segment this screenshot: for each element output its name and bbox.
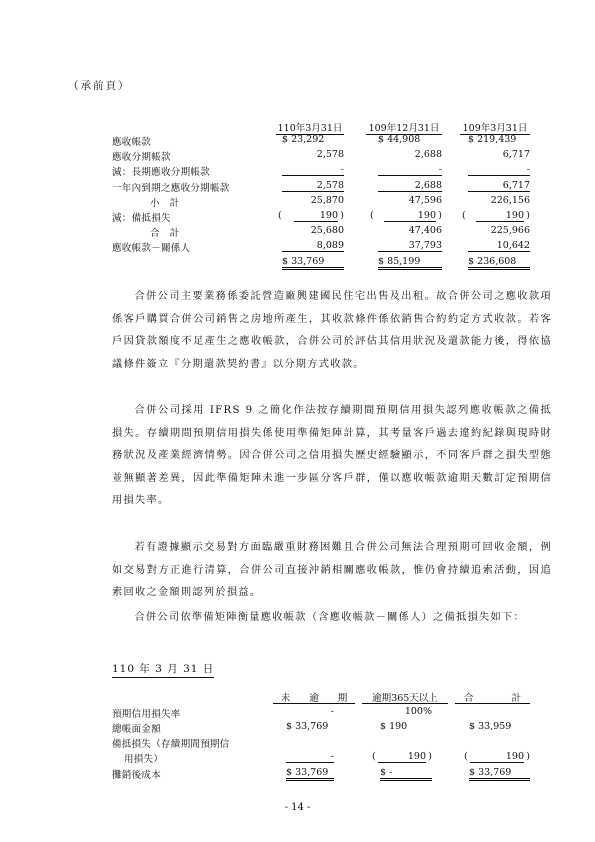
table1-cell: - [378,164,442,176]
table1-cell: 8,089 [282,240,344,252]
table1-cell-neg: ( 190 ) [278,210,344,221]
table2-row-label: 備抵損失（存續期間預期信 [112,739,230,750]
table1-cell: 25,680 [310,225,344,236]
table1-cell: 47,596 [408,195,442,206]
continued-label: （承前頁） [68,80,131,92]
table1-cell: 226,156 [490,195,530,206]
paragraph-writeoff: 若有證據顯示交易對方面臨嚴重財務困難且合併公司無法合理預期可回收金額，例如交易對方正進行清算，合併公司直接沖銷相關應收帳款，惟仍會持續追索活動，因追索回收之金額則認列於損益。 [112,542,552,598]
table2-cell: $ 33,959 [469,721,512,732]
table2-cell: - [330,706,334,717]
table2-total-cell: $ - [380,767,432,781]
table1-cell: - [282,164,344,176]
paragraph-matrix-intro: 合併公司依準備矩陣衡量應收帳款（含應收帳款－關係人）之備抵損失如下： [134,612,526,623]
table1-cell: 2,578 [316,149,344,160]
table2-header-not-overdue: 未 逾 期 [273,690,355,704]
table1-cell: 10,642 [468,240,530,252]
table1-cell: $ 44,908 [378,134,421,145]
paragraph-business: 合併公司主要業務係委託營造廠興建國民住宅出售及出租。故合併公司之應收款項係客戶購買合併公司銷售之房地所產生，其收款條件係依銷售合約約定方式收款。若客戶因貸款額度不足產生之應收帳款，合併公司於評估其信用狀況及還款能力後，得依協議條件簽立『分期還款契約書』以分期方式收款。 [112,291,552,370]
table2-header-overdue-365: 逾期365天以上 [362,690,448,704]
table2-cell: 100% [404,706,432,717]
table1-row-label: 應收分期帳款 [112,152,171,163]
table1-header-109-12-31: 109年12月31日 [366,120,442,135]
table2-total-cell: $ 33,769 [286,767,334,781]
table1-cell-neg: ( 190 ) [462,210,530,221]
table1-cell: 225,966 [490,225,530,236]
table2-row-label: 預期信用損失率 [112,709,181,720]
table1-row-label: 減：備抵損失 [112,213,171,224]
table1-cell: 37,793 [378,240,442,252]
table1-total-cell: $ 85,199 [378,256,442,270]
table1-row-label: 減：長期應收分期帳款 [112,167,211,178]
table1-cell: 2,578 [282,180,344,192]
table2-row-label: 總帳面金額 [112,724,162,735]
date-subheading: 110 年 3 月 31 日 [112,661,214,678]
table1-cell: $ 219,439 [468,134,517,145]
table1-cell-neg: ( 190 ) [370,210,442,221]
table1-cell: 25,870 [310,195,344,206]
table1-header-110-03-31: 110年3月31日 [276,120,344,135]
page-number: - 14 - [284,802,311,813]
table2-row-label: 用損失） [124,754,164,765]
table1-cell: $ 23,292 [282,134,325,145]
table1-row-label: 應收帳款 [112,137,152,148]
table2-cell-neg: ( 190 ) [464,751,530,762]
table1-row-label: 一年內到期之應收分期帳款 [112,183,230,194]
table1-total-cell: $ 236,608 [468,256,530,270]
table1-cell: - [468,164,530,176]
table2-row-label: 攤銷後成本 [112,770,162,781]
table1-cell: 47,406 [408,225,442,236]
table1-cell: 2,688 [378,180,442,192]
table1-header-109-03-31: 109年3月31日 [460,120,530,135]
table1-cell: 6,717 [502,149,530,160]
table1-cell: 2,688 [414,149,442,160]
paragraph-ifrs9: 合併公司採用 IFRS 9 之簡化作法按存續期間預期信用損失認列應收帳款之備抵損失。存續期間預期信用損失係使用準備矩陣計算，其考量客戶過去違約紀錄與現時財務狀況及產業經濟情勢。因合併公司之信用損失歷史經驗顯示，不同客戶群之損失型態並無顯著差異，因此準備矩陣未進一步區分客戶群，僅以應收帳款逾期天數訂定預期信用損失率。 [112,405,552,506]
table1-row-label: 應收帳款－關係人 [112,243,191,254]
table2-cell: $ 33,769 [286,721,329,732]
table2-header-total: 合 計 [455,690,530,704]
table2-cell: - [286,751,334,763]
table1-total-cell: $ 33,769 [282,256,344,270]
table1-row-label: 合 計 [150,228,180,239]
table2-cell-neg: ( 190 ) [372,751,432,762]
table2-total-cell: $ 33,769 [469,767,530,781]
table2-cell: $ 190 [380,721,408,732]
table1-row-label: 小 計 [150,198,180,209]
table1-cell: 6,717 [468,180,530,192]
